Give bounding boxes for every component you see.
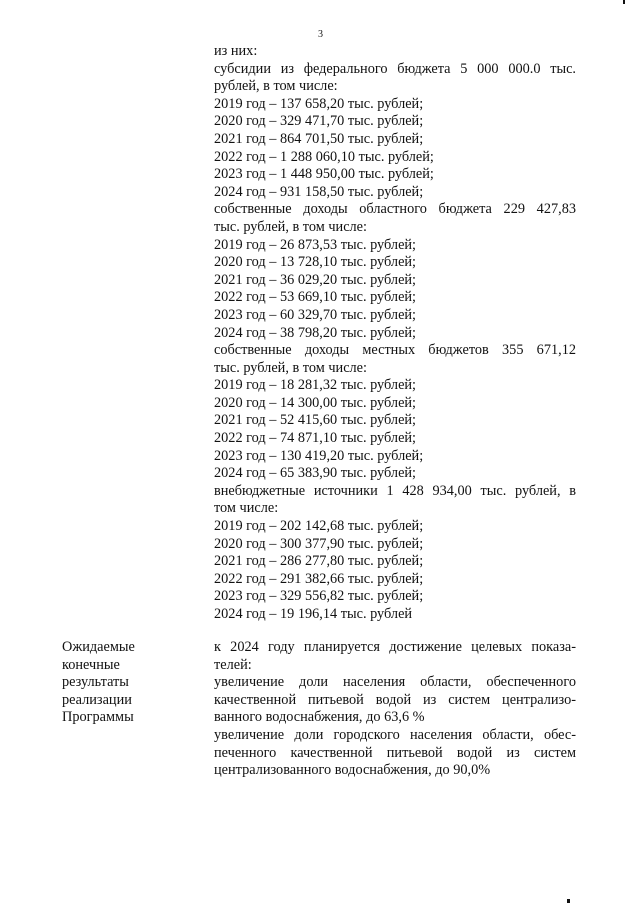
funding-line: рублей, в том числе:: [214, 78, 338, 95]
funding-line: 2024 год – 931 158,50 тыс. рублей;: [214, 183, 424, 200]
funding-line: 2024 год – 65 383,90 тыс. рублей;: [214, 465, 417, 482]
results-line: качественной питьевой водой из систем централизо-: [214, 691, 576, 708]
results-line: централизованного водоснабжения, до 90,0%: [214, 762, 491, 779]
expected-results-block: [214, 639, 576, 780]
results-label: [62, 639, 135, 727]
funding-line: 2019 год – 26 873,53 тыс. рублей;: [214, 236, 417, 253]
funding-line: 2021 год – 286 277,80 тыс. рублей;: [214, 553, 424, 570]
funding-line: собственные доходы местных бюджетов 355 671,12: [214, 342, 576, 359]
funding-line: 2023 год – 1 448 950,00 тыс. рублей;: [214, 166, 434, 183]
results-line: телей:: [214, 656, 252, 673]
scan-artifact-bottom: [567, 899, 570, 903]
funding-line: 2023 год – 60 329,70 тыс. рублей;: [214, 306, 417, 323]
funding-line: внебюджетные источники 1 428 934,00 тыс. рублей, в: [214, 482, 576, 499]
funding-line: 2020 год – 13 728,10 тыс. рублей;: [214, 254, 417, 271]
results-line: увеличение доли населения области, обеспеченного: [214, 674, 576, 691]
funding-line: 2019 год – 202 142,68 тыс. рублей;: [214, 518, 424, 535]
scan-artifact-top: [623, 0, 625, 4]
funding-line: 2021 год – 52 415,60 тыс. рублей;: [214, 412, 417, 429]
results-label-line: Ожидаемые: [62, 639, 135, 655]
funding-line: 2024 год – 19 196,14 тыс. рублей: [214, 606, 413, 622]
funding-line: 2022 год – 53 669,10 тыс. рублей;: [214, 289, 417, 306]
funding-line: 2020 год – 329 471,70 тыс. рублей;: [214, 113, 424, 130]
funding-line: из них:: [214, 43, 258, 59]
funding-line: 2023 год – 130 419,20 тыс. рублей;: [214, 447, 424, 464]
results-label-line: Программы: [62, 709, 134, 726]
funding-line: 2023 год – 329 556,82 тыс. рублей;: [214, 588, 424, 605]
funding-line: 2020 год – 14 300,00 тыс. рублей;: [214, 394, 417, 411]
funding-line: тыс. рублей, в том числе:: [214, 359, 367, 376]
funding-line: 2022 год – 1 288 060,10 тыс. рублей;: [214, 148, 434, 165]
funding-line: собственные доходы областного бюджета 229 427,83: [214, 201, 576, 218]
results-line: увеличение доли городского населения области, обес-: [214, 726, 576, 743]
results-line: печенного качественной питьевой водой из систем: [214, 744, 576, 761]
results-label-line: конечные: [62, 656, 120, 673]
results-label-line: результаты: [62, 674, 129, 691]
results-line: ванного водоснабжения, до 63,6 %: [214, 709, 425, 726]
page-number: 3: [318, 29, 323, 40]
funding-line: 2019 год – 18 281,32 тыс. рублей;: [214, 377, 417, 394]
funding-line: субсидии из федерального бюджета 5 000 000.0 тыс.: [214, 60, 576, 77]
funding-line: 2020 год – 300 377,90 тыс. рублей;: [214, 535, 424, 552]
funding-line: 2022 год – 74 871,10 тыс. рублей;: [214, 430, 417, 447]
funding-line: 2021 год – 864 701,50 тыс. рублей;: [214, 130, 424, 147]
funding-line: 2022 год – 291 382,66 тыс. рублей;: [214, 570, 424, 587]
results-line: к 2024 году планируется достижение целевых показа-: [214, 639, 576, 655]
funding-line: том числе:: [214, 500, 279, 517]
funding-line: 2024 год – 38 798,20 тыс. рублей;: [214, 324, 417, 341]
funding-line: тыс. рублей, в том числе:: [214, 218, 367, 235]
funding-sources-block: [214, 43, 576, 624]
results-label-line: реализации: [62, 691, 132, 708]
funding-line: 2019 год – 137 658,20 тыс. рублей;: [214, 95, 424, 112]
funding-line: 2021 год – 36 029,20 тыс. рублей;: [214, 271, 417, 288]
